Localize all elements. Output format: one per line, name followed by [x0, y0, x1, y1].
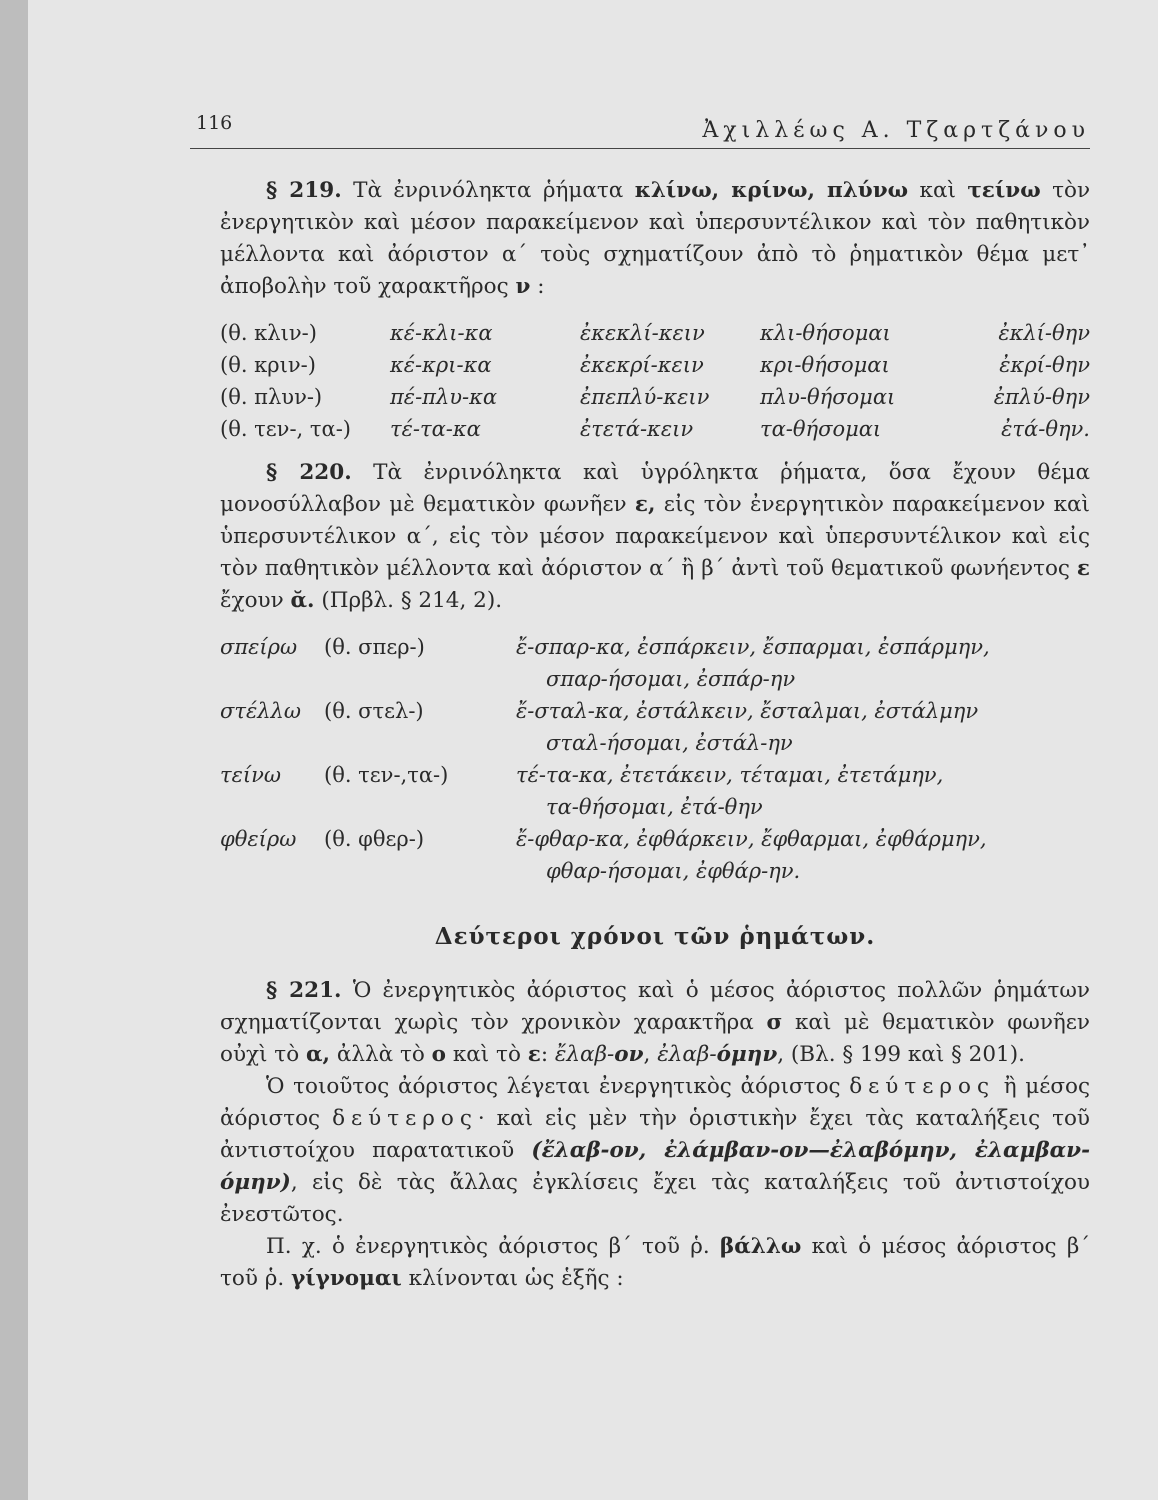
- section-219: § 219. Τὰ ἐνρινόληκτα ῥήματα κλίνω, κρίνω, πλύνω καὶ τείνω τὸν ἐνεργητικὸν καὶ μέσον παρακείμενον καὶ ὑπερσυντέλικον καὶ τὸν παθητικὸν μέλλοντα καὶ ἀόριστον α΄ τοὺς σχηματίζουν ἀπὸ τὸ ῥηματικὸν θέμα μετ᾽ ἀποβολὴν τοῦ χαρακτῆρος ν :: [220, 178, 1091, 299]
- section-heading: Δεύτεροι χρόνοι τῶν ῥημάτων.: [434, 923, 876, 950]
- table-row: (θ. πλυν-) πέ-πλυ-κα ἐπεπλύ-κειν πλυ-θήσομαι ἐπλύ-θην: [220, 385, 1090, 409]
- page-header: [190, 112, 1090, 149]
- table-row: (θ. κλιν-) κέ-κλι-κα ἐκεκλί-κειν κλι-θήσομαι ἐκλί-θην: [220, 321, 1090, 345]
- running-title: Ἀχιλλέως Α. Τζαρτζάνου: [702, 118, 1090, 143]
- table-row: φθείρω (θ. φθερ-) ἔ-φθαρ-κα, ἐφθάρκειν, ἔφθαρμαι, ἐφθάρμην, φθαρ-ήσομαι, ἐφθάρ-ην.: [220, 827, 987, 883]
- section-221: § 221. Ὁ ἐνεργητικὸς ἀόριστος καὶ ὁ μέσος ἀόριστος πολλῶν ῥημάτων σχηματίζονται χωρὶς τὸν χρονικὸν χαρακτῆρα σ καὶ μὲ θεματικὸν φωνῆεν οὐχὶ τὸ α, ἀλλὰ τὸ ο καὶ τὸ ε: ἔλαβ-ον, ἐλαβ-όμην, (Βλ. § 199 καὶ § 201).: [220, 978, 1091, 1067]
- page-content: [220, 175, 1090, 1295]
- table-row: (θ. κριν-) κέ-κρι-κα ἐκεκρί-κειν κρι-θήσομαι ἐκρί-θην: [220, 353, 1090, 377]
- page-edge: [0, 0, 28, 1500]
- table-row: στέλλω (θ. στελ-) ἔ-σταλ-κα, ἐστάλκειν, ἔσταλμαι, ἐστάλμην σταλ-ήσομαι, ἐστάλ-ην: [220, 699, 979, 755]
- table-row: τείνω (θ. τεν-,τα-) τέ-τα-κα, ἐτετάκειν, τέταμαι, ἐτετάμην, τα-θήσομαι, ἐτά-θην: [220, 763, 944, 819]
- page-number: 116: [196, 112, 233, 134]
- paragraph-example: Π. χ. ὁ ἐνεργητικὸς ἀόριστος β΄ τοῦ ῥ. βάλλω καὶ ὁ μέσος ἀόριστος β΄ τοῦ ῥ. γίγνομαι κλίνονται ὡς ἑξῆς :: [220, 1234, 1091, 1291]
- stems-table-220: [220, 631, 1090, 887]
- paragraph-second-aorist: Ὁ τοιοῦτος ἀόριστος λέγεται ἐνεργητικὸς ἀόριστος δεύτερος ἢ μέσος ἀόριστος δεύτερος· καὶ εἰς μὲν τὴν ὁριστικὴν ἔχει τὰς καταλήξεις τοῦ ἀντιστοίχου παρατατικοῦ (ἔλαβ-ον, ἐλάμβαν-ον—ἐλαβόμην, ἐλαμβαν-όμην), εἰς δὲ τὰς ἄλλας ἐγκλίσεις ἔχει τὰς καταλήξεις τοῦ ἀντιστοίχου ἐνεστῶτος.: [220, 1074, 1090, 1227]
- forms-table-219: [220, 317, 1090, 445]
- table-row: σπείρω (θ. σπερ-) ἔ-σπαρ-κα, ἐσπάρκειν, ἔσπαρμαι, ἐσπάρμην, σπαρ-ήσομαι, ἐσπάρ-ην: [220, 635, 990, 691]
- section-220: § 220. Τὰ ἐνρινόληκτα καὶ ὑγρόληκτα ῥήματα, ὅσα ἔχουν θέμα μονοσύλλαβον μὲ θεματικὸν φωνῆεν ε, εἰς τὸν ἐνεργητικὸν παρακείμενον καὶ ὑπερσυντέλικον α΄, εἰς τὸν μέσον παρακείμενον καὶ ὑπερσυντέλικον καὶ εἰς τὸν παθητικὸν μέλλοντα καὶ ἀόριστον α΄ ἢ β΄ ἀντὶ τοῦ θεματικοῦ φωνήεντος ε ἔχουν ᾰ. (Πρβλ. § 214, 2).: [220, 460, 1091, 613]
- table-row: (θ. τεν-, τα-) τέ-τα-κα ἐτετά-κειν τα-θήσομαι ἐτά-θην.: [220, 417, 1090, 441]
